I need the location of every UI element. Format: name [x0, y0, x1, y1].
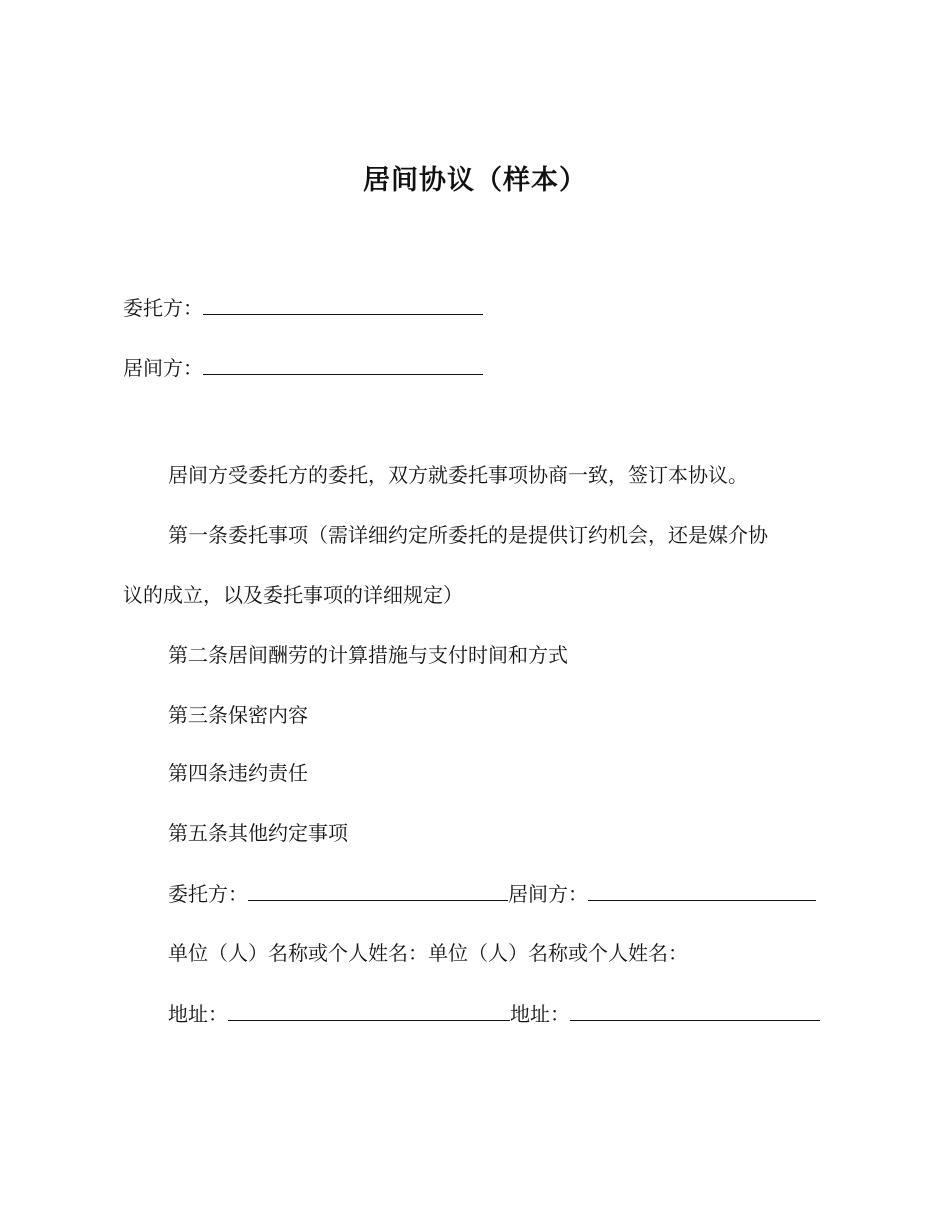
- signature-name-label-left: 单位（人）名称或个人姓名：: [168, 941, 428, 965]
- article-5: 第五条其他约定事项: [168, 821, 348, 845]
- signature-name-line: [168, 938, 688, 968]
- signature-parties-line: [168, 878, 816, 909]
- signature-address-line: [168, 998, 820, 1029]
- article-1-line-2: 议的成立，以及委托事项的详细规定）: [123, 583, 463, 607]
- signature-address-blank-left: [228, 998, 510, 1021]
- signature-address-label-right: 地址：: [510, 1002, 570, 1026]
- article-4: 第四条违约责任: [168, 761, 308, 785]
- signature-name-label-right: 单位（人）名称或个人姓名：: [428, 941, 688, 965]
- article-2: 第二条居间酬劳的计算措施与支付时间和方式: [168, 643, 568, 667]
- signature-address-blank-right: [570, 998, 820, 1021]
- signature-broker-label: 居间方：: [508, 882, 588, 906]
- signature-broker-blank: [588, 878, 816, 901]
- article-3: 第三条保密内容: [168, 703, 308, 727]
- article-1-line-1: 第一条委托事项（需详细约定所委托的是提供订约机会，还是媒介协: [168, 523, 768, 547]
- signature-client-label: 委托方：: [168, 882, 248, 906]
- document-title: 居间协议（样本）: [363, 165, 587, 196]
- signature-address-label-left: 地址：: [168, 1002, 228, 1026]
- broker-party-blank: [203, 352, 483, 375]
- client-party-blank: [203, 292, 483, 315]
- client-party-line: [123, 292, 483, 323]
- signature-client-blank: [248, 878, 508, 901]
- broker-party-label: 居间方：: [123, 356, 203, 380]
- client-party-label: 委托方：: [123, 296, 203, 320]
- intro-paragraph: 居间方受委托方的委托，双方就委托事项协商一致，签订本协议。: [168, 463, 748, 487]
- broker-party-line: [123, 352, 483, 383]
